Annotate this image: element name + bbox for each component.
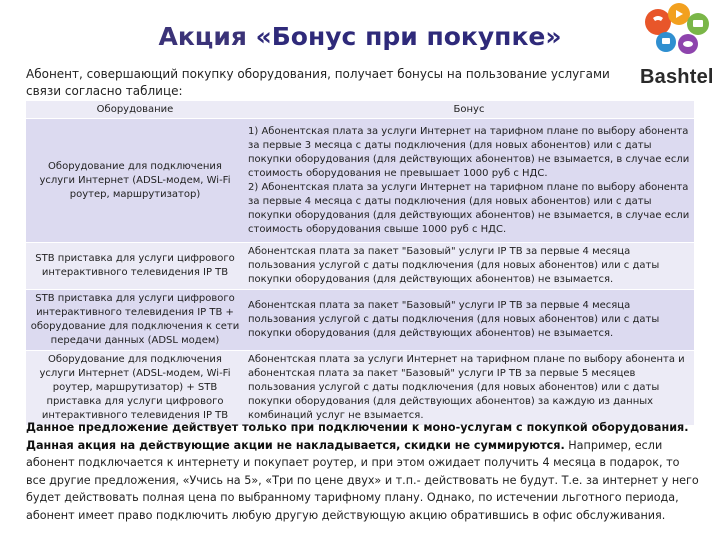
table-row: [26, 290, 694, 351]
title-prefix: Акция: [158, 22, 256, 51]
equipment-text: STB приставка для услуги цифрового интерактивного телевидения IP TB + оборудование для подключения к сети передачи данных (ADSL модем): [30, 293, 240, 346]
intro-text: Абонент, совершающий покупку оборудования, получает бонусы на пользование услугами связи согласно таблице:: [26, 67, 610, 98]
table-row: [26, 243, 694, 290]
equipment-cell: STB приставка для услуги цифрового интерактивного телевидения IP TB: [26, 243, 244, 290]
equipment-cell: [26, 351, 244, 426]
bonus-table: [26, 101, 694, 425]
bonus-cell: Абонентская плата за пакет "Базовый" услуги IP TB за первые 4 месяца пользования услугой с даты подключения (для новых абонентов) или с даты покупки оборудования (для действующих абонентов) не взымается.: [244, 290, 694, 351]
bonus-text: 1) Абонентская плата за услуги Интернет на тарифном плане по выбору абонента за первые 3 месяца с даты подключения (для новых абонентов) или с даты покупки оборудования (для действующих абонентов) не взымается, в случае если стоимость оборудования не превышает 1000 руб с НДС. 2) Абонентская плата за услуги Интернет на тарифном плане по выбору абонента за первые 4 месяца с даты подключения (для новых абонентов) или с даты покупки оборудования (для действующих абонентов) не взымается, в случае если стоимость оборудования свыше 1000 руб с НДС.: [248, 125, 690, 235]
column-header-bonus: Бонус: [244, 101, 694, 119]
footer-text: [26, 419, 702, 524]
equipment-cell: [26, 290, 244, 351]
title-highlight: «Бонус при покупке»: [255, 22, 562, 51]
column-header-equipment: Оборудование: [26, 101, 244, 119]
logo-text: Bashtel: [640, 66, 714, 88]
bonus-cell: [244, 119, 694, 243]
equipment-text: Оборудование для подключения услуги Интернет (ADSL-модем, Wi-Fi роутер, маршрутизатор) + STB приставка для услуги цифрового интерактивного телевидения IP TB: [39, 354, 231, 421]
bonus-cell: Абонентская плата за пакет "Базовый" услуги IP TB за первые 4 месяца пользования услугой с даты подключения (для новых абонентов) или с даты покупки оборудования (для действующих абонентов) не взымается.: [244, 243, 694, 290]
page-title: [0, 22, 720, 51]
bonus-cell: Абонентская плата за услуги Интернет на тарифном плане по выбору абонента и абонентская плата за пакет "Базовый" услуги IP TB за первые 5 месяцев пользования услугой с даты подключения (для новых абонентов) или с даты покупки оборудования (для действующих абонентов) за каждую из данных комбинаций услуг не взымается.: [244, 351, 694, 426]
table-header-row: [26, 101, 694, 119]
equipment-cell: Оборудование для подключения услуги Интернет (ADSL-модем, Wi-Fi роутер, маршрутизатор): [26, 119, 244, 243]
footer-body: Например, если абонент подключается к интернету и покупает роутер, и при этом ожидает получить 4 месяца в подарок, то все другие предложения, «Учись на 5», «Три по цене двух» и т.п.- действовать не будут. Т.е. за интернет у него будет действовать полная цена по выбранному тарифному плану. Однако, по истечении льготного периода, абонент имеет право подключить любую другую действующую акцию обратившись в офис обслуживания.: [26, 438, 699, 522]
table-row: [26, 351, 694, 426]
table-row: [26, 119, 694, 243]
footer-bold: Данное предложение действует только при подключении к моно-услугам с покупкой оборудования. Данная акция на действующие акции не накладывается, скидки не суммируются.: [26, 421, 689, 452]
